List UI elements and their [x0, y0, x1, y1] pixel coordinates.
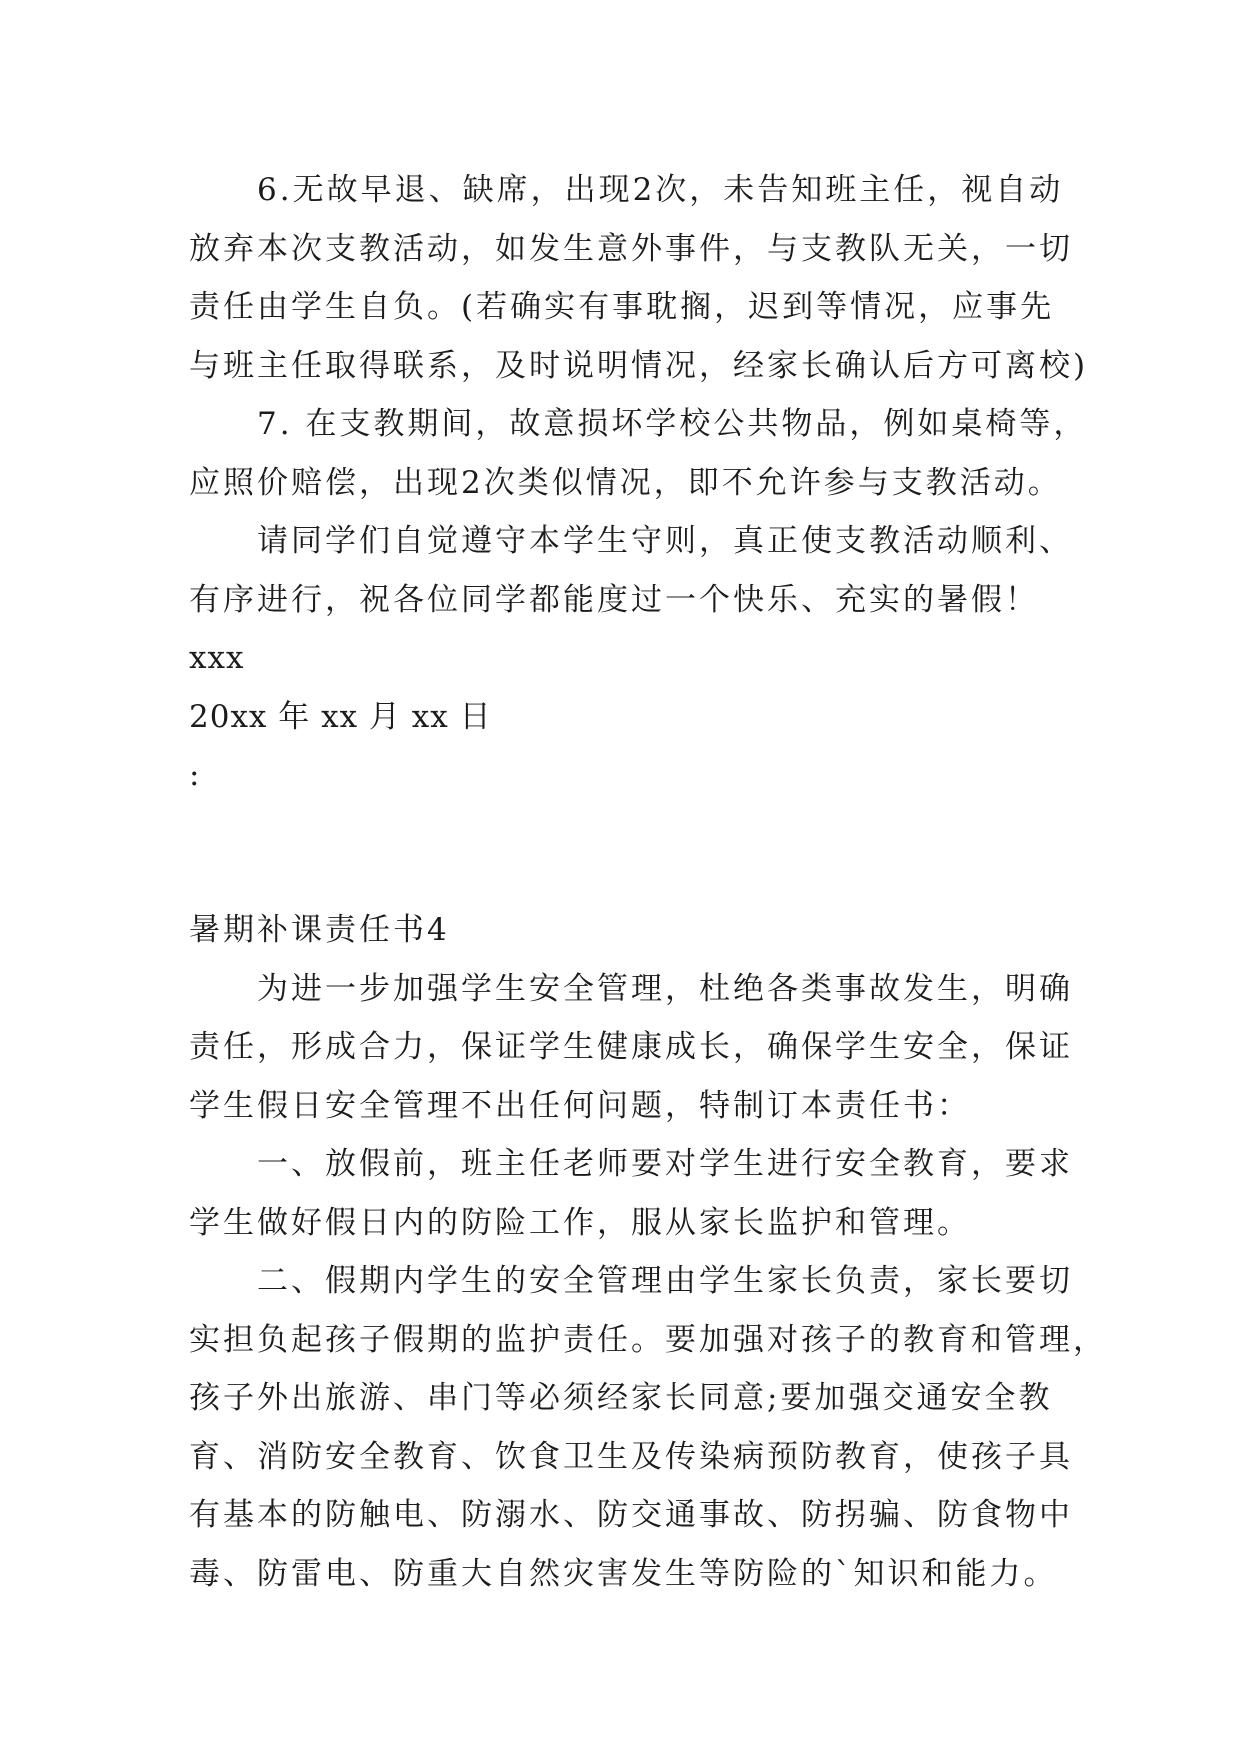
- intro-line-3: 学生假日安全管理不出任何问题，特制订本责任书：: [189, 1087, 971, 1124]
- item-2-line-2: 实担负起孩子假期的监护责任。要加强对孩子的教育和管理，: [189, 1321, 1107, 1358]
- colon-line: :: [189, 757, 201, 793]
- item-2-line-1: 二、假期内学生的安全管理由学生家长负责，家长要切: [257, 1263, 1073, 1299]
- section-title: 暑期补课责任书4: [189, 912, 450, 948]
- intro-line-2: 责任，形成合力，保证学生健康成长，确保学生安全，保证: [189, 1029, 1073, 1065]
- closing-line-2: 有序进行，祝各位同学都能度过一个快乐、充实的暑假！: [189, 581, 1039, 618]
- intro-line-1: 为进一步加强学生安全管理，杜绝各类事故发生，明确: [257, 970, 1073, 1007]
- rule-6-line-2: 放弃本次支教活动，如发生意外事件，与支教队无关，一切: [189, 230, 1073, 267]
- rule-6-line-3: 责任由学生自负。(若确实有事耽搁，迟到等情况，应事先: [189, 289, 1055, 325]
- rule-6-line-4: 与班主任取得联系，及时说明情况，经家长确认后方可离校): [189, 347, 1089, 384]
- item-2-line-4: 育、消防安全教育、饮食卫生及传染病预防教育，使孩子具: [189, 1438, 1073, 1475]
- item-2-line-6: 毒、防雷电、防重大自然灾害发生等防险的`知识和能力。: [189, 1555, 1058, 1592]
- item-1-line-1: 一、放假前，班主任老师要对学生进行安全教育，要求: [257, 1146, 1073, 1182]
- signature-name: xxx: [189, 640, 245, 676]
- closing-line-1: 请同学们自觉遵守本学生守则，真正使支教活动顺利、: [257, 523, 1073, 559]
- rule-6-line-1: 6.无故早退、缺席，出现2次，未告知班主任，视自动: [257, 172, 1064, 208]
- rule-7-line-1: 7. 在支教期间，故意损坏学校公共物品，例如桌椅等，: [257, 406, 1088, 442]
- item-2-line-3: 孩子外出旅游、串门等必须经家长同意;要加强交通安全教: [189, 1380, 1053, 1416]
- rule-7-line-2: 应照价赔偿，出现2次类似情况，即不允许参与支教活动。: [189, 464, 1062, 501]
- item-2-line-5: 有基本的防触电、防溺水、防交通事故、防拐骗、防食物中: [189, 1497, 1073, 1533]
- document-text-block: [189, 161, 1089, 805]
- signature-date: 20xx 年 xx 月 xx 日: [189, 698, 492, 735]
- item-1-line-2: 学生做好假日内的防险工作，服从家长监护和管理。: [189, 1204, 971, 1241]
- document-text-block-2: [189, 901, 1107, 1603]
